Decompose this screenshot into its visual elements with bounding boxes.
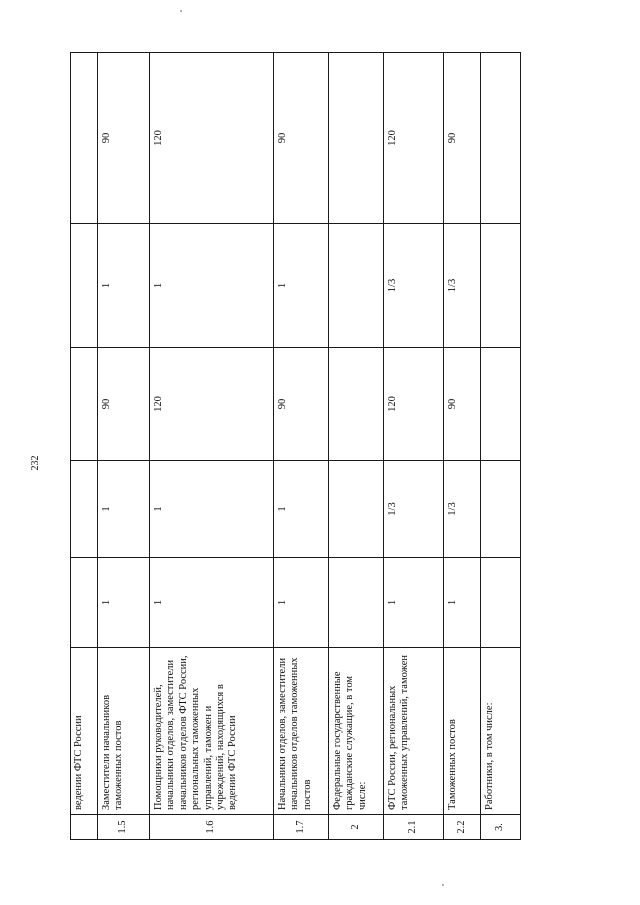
cell-col1 — [329, 558, 384, 648]
cell-col3 — [481, 348, 521, 461]
cell-col5 — [71, 53, 98, 224]
cell-col5: 90 — [274, 53, 329, 224]
row-label: Федеральные государственные гражданские служащие, в том числе: — [329, 648, 384, 815]
cell-col1 — [71, 558, 98, 648]
cell-col2: 1 — [98, 461, 150, 558]
table-row — [98, 53, 150, 840]
row-number: 1.7 — [274, 815, 329, 840]
cell-col2 — [71, 461, 98, 558]
cell-col4 — [71, 224, 98, 348]
cell-col2 — [481, 461, 521, 558]
row-number — [71, 815, 98, 840]
row-label: Работники, в том числе: — [481, 648, 521, 815]
cell-col2: 1/3 — [384, 461, 444, 558]
row-label: Начальники отделов, заместители начальников отделов таможенных постов — [274, 648, 329, 815]
cell-col1: 1 — [98, 558, 150, 648]
cell-col5: 120 — [150, 53, 274, 224]
cell-col4: 1/3 — [444, 224, 481, 348]
row-label: Заместители начальников таможенных постов — [98, 648, 150, 815]
cell-col5: 90 — [444, 53, 481, 224]
table-row — [274, 53, 329, 840]
cell-col3: 120 — [384, 348, 444, 461]
cell-col1 — [481, 558, 521, 648]
cell-col4: 1 — [150, 224, 274, 348]
cell-col2 — [329, 461, 384, 558]
cell-col2: 1 — [274, 461, 329, 558]
row-number: 1.5 — [98, 815, 150, 840]
table-row — [329, 53, 384, 840]
scan-speck — [442, 884, 444, 886]
cell-col2: 1/3 — [444, 461, 481, 558]
row-number: 1.6 — [150, 815, 274, 840]
scan-speck — [180, 10, 182, 12]
cell-col5 — [329, 53, 384, 224]
table-row — [444, 53, 481, 840]
cell-col3 — [329, 348, 384, 461]
cell-col3: 120 — [150, 348, 274, 461]
cell-col1: 1 — [444, 558, 481, 648]
table-row — [71, 53, 98, 840]
row-number: 2.2 — [444, 815, 481, 840]
table-row — [481, 53, 521, 840]
page-number: 232 — [30, 455, 41, 471]
row-label: ФТС России, региональных таможенных управлений, таможен — [384, 648, 444, 815]
cell-col4: 1 — [274, 224, 329, 348]
row-label: ведении ФТС России — [71, 648, 98, 815]
cell-col1: 1 — [384, 558, 444, 648]
row-label: Помощники руководителей, начальники отделов, заместители начальников отделов ФТС России, региональных таможенных управлений, таможен и учреждений, находящихся в ведении ФТС России — [150, 648, 274, 815]
row-label: Таможенных постов — [444, 648, 481, 815]
cell-col4 — [481, 224, 521, 348]
cell-col4 — [329, 224, 384, 348]
table-row — [150, 53, 274, 840]
cell-col3: 90 — [274, 348, 329, 461]
row-number: 2 — [329, 815, 384, 840]
table-row — [384, 53, 444, 840]
cell-col5: 90 — [98, 53, 150, 224]
cell-col3 — [71, 348, 98, 461]
row-number: 3. — [481, 815, 521, 840]
cell-col1: 1 — [274, 558, 329, 648]
row-number: 2.1 — [384, 815, 444, 840]
cell-col2: 1 — [150, 461, 274, 558]
cell-col3: 90 — [98, 348, 150, 461]
cell-col1: 1 — [150, 558, 274, 648]
cell-col4: 1 — [98, 224, 150, 348]
cell-col4: 1/3 — [384, 224, 444, 348]
cell-col3: 90 — [444, 348, 481, 461]
cell-col5: 120 — [384, 53, 444, 224]
cell-col5 — [481, 53, 521, 224]
rotated-table-wrapper — [70, 53, 520, 840]
norms-table — [70, 52, 521, 840]
